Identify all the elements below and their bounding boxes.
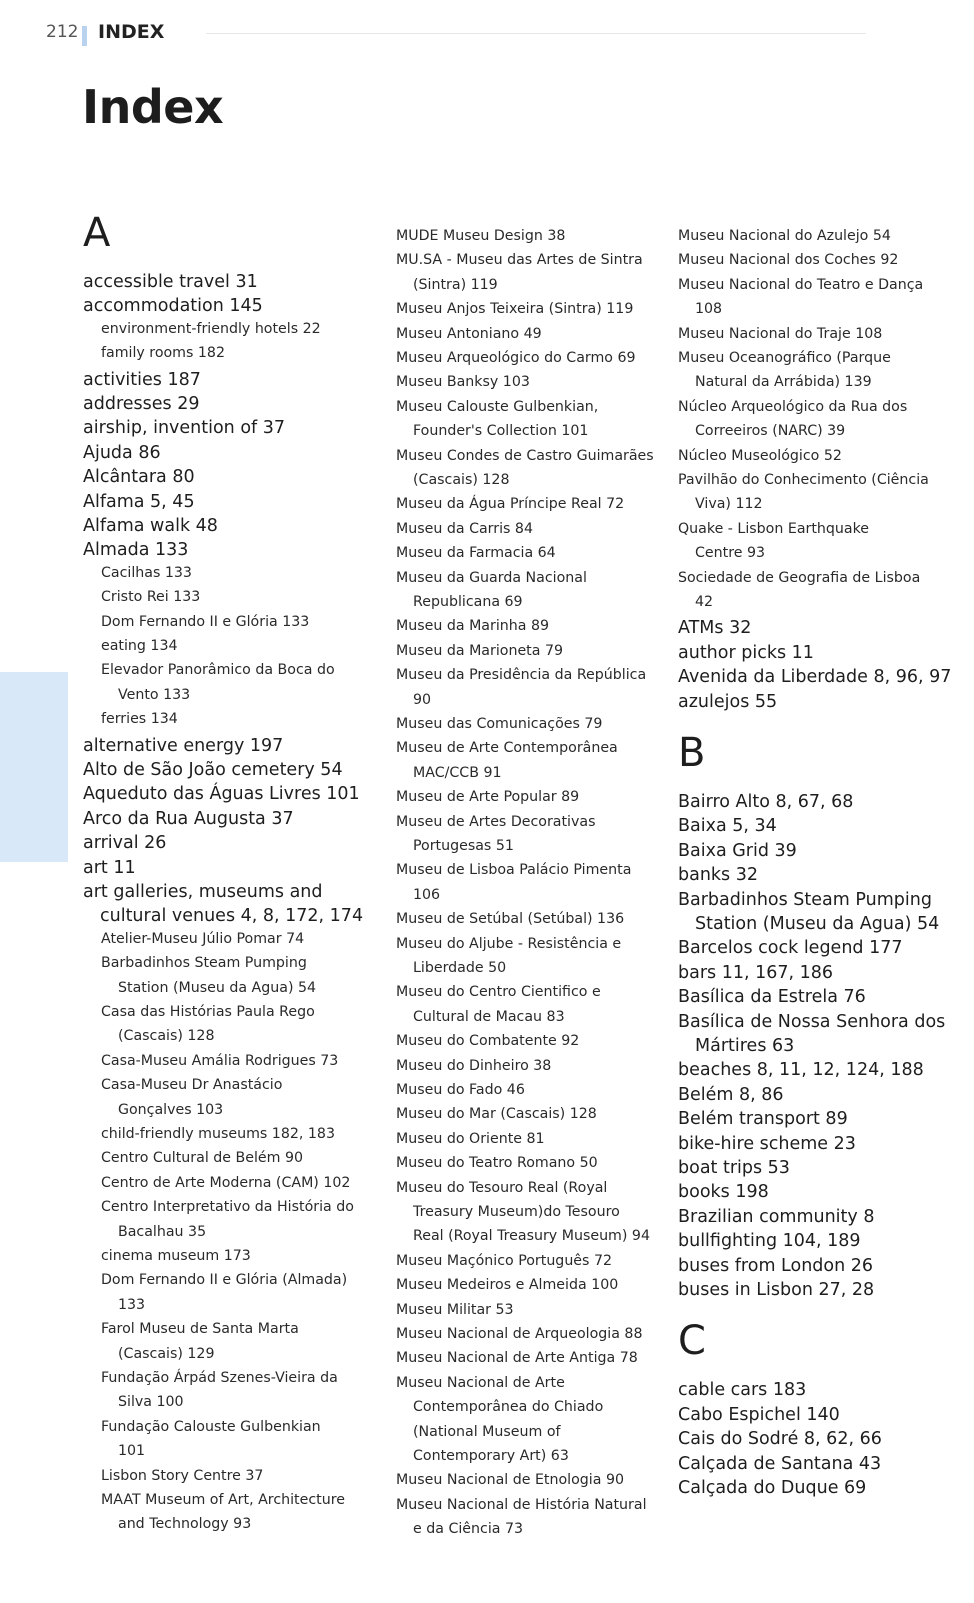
index-subentry: Museu Maçónico Português 72 — [396, 1252, 612, 1269]
index-entry: Brazilian community 8 — [678, 1206, 875, 1227]
index-subentry: Museu Banksy 103 — [396, 374, 530, 391]
index-subentry: Museu Nacional do Teatro e Dança — [678, 276, 924, 293]
index-subentry: Contemporânea do Chiado — [413, 1399, 604, 1416]
index-entry: ATMs 32 — [678, 618, 752, 639]
index-subentry: Sociedade de Geografia de Lisboa — [678, 569, 921, 586]
index-subentry: Museu da Farmacia 64 — [396, 545, 556, 562]
index-subentry: Museu de Arte Popular 89 — [396, 789, 580, 806]
index-subentry: Museu Nacional do Azulejo 54 — [678, 228, 891, 244]
index-subentry: e da Ciência 73 — [413, 1521, 524, 1538]
index-subentry: ferries 134 — [101, 711, 178, 728]
index-subentry: MAAT Museum of Art, Architecture — [101, 1492, 345, 1508]
index-subentry: Museu do Centro Cientifico e — [396, 984, 601, 1001]
index-subentry: Treasury Museum)do Tesouro — [413, 1204, 620, 1220]
index-subentry: (Cascais) 129 — [118, 1345, 215, 1362]
section-letter: B — [678, 730, 706, 776]
index-subentry: Casa-Museu Amália Rodrigues 73 — [101, 1052, 339, 1069]
index-subentry: Museu Militar 53 — [396, 1301, 514, 1318]
index-subentry: Centro de Arte Moderna (CAM) 102 — [101, 1174, 351, 1191]
index-subentry: Museu Nacional do Traje 108 — [678, 325, 883, 342]
index-subentry: Museu do Mar (Cascais) 128 — [396, 1106, 597, 1123]
index-subentry: Museu de Arte Contemporânea — [396, 740, 618, 757]
index-subentry: Fundação Árpád Szenes-Vieira da — [101, 1370, 338, 1386]
index-entry: Basílica da Estrela 76 — [678, 987, 866, 1008]
index-entry: azulejos 55 — [678, 691, 778, 712]
index-subentry: Museu do Oriente 81 — [396, 1130, 545, 1147]
index-subentry: Museu Nacional dos Coches 92 — [678, 252, 899, 269]
index-entry: arrival 26 — [83, 833, 167, 854]
index-subentry: MU.SA - Museu das Artes de Sintra — [396, 252, 643, 269]
index-subentry: 133 — [118, 1296, 146, 1313]
index-subentry: Museu do Combatente 92 — [396, 1033, 580, 1050]
index-subentry: Museu Arqueológico do Carmo 69 — [396, 350, 636, 366]
index-subentry: Museu do Dinheiro 38 — [396, 1057, 552, 1074]
index-entry: author picks 11 — [678, 642, 814, 663]
header-rule — [206, 33, 866, 34]
index-subentry: Liberdade 50 — [413, 960, 507, 976]
index-subentry: Museu Antoniano 49 — [396, 325, 542, 342]
index-subentry: MAC/CCB 91 — [413, 764, 502, 781]
index-entry: Aqueduto das Águas Livres 101 — [83, 784, 360, 805]
index-subentry: Station (Museu da Agua) 54 — [118, 979, 317, 996]
index-entry: Calçada de Santana 43 — [678, 1453, 882, 1474]
index-subentry: Museu da Guarda Nacional — [396, 569, 587, 586]
index-subentry: Natural da Arrábida) 139 — [695, 374, 872, 391]
index-entry: Baixa Grid 39 — [678, 840, 797, 861]
index-subentry: Contemporary Art) 63 — [413, 1448, 569, 1464]
index-entry: accommodation 145 — [83, 296, 263, 317]
index-entry: accessible travel 31 — [83, 272, 258, 292]
index-subentry: Gonçalves 103 — [118, 1101, 224, 1118]
index-subentry: Núcleo Museológico 52 — [678, 447, 842, 464]
index-subentry: Museu do Tesouro Real (Royal — [396, 1179, 608, 1196]
index-subentry: Real (Royal Treasury Museum) 94 — [413, 1228, 650, 1245]
index-entry: books 198 — [678, 1182, 769, 1203]
index-subentry: Cacilhas 133 — [101, 564, 192, 581]
index-entry: art 11 — [83, 857, 136, 878]
index-subentry: Lisbon Story Centre 37 — [101, 1467, 264, 1484]
index-subentry: Museu das Comunicações 79 — [396, 716, 603, 732]
index-subentry: Cristo Rei 133 — [101, 589, 201, 606]
index-subentry: eating 134 — [101, 638, 178, 654]
index-subentry: Barbadinhos Steam Pumping — [101, 955, 307, 972]
index-subentry: Museu do Fado 46 — [396, 1082, 525, 1098]
index-subentry: Viva) 112 — [695, 496, 763, 513]
index-entry: cable cars 183 — [678, 1380, 807, 1401]
index-entry: Belém transport 89 — [678, 1109, 848, 1130]
index-subentry: Núcleo Arqueológico da Rua dos — [678, 398, 908, 415]
index-subentry: Portugesas 51 — [413, 838, 514, 854]
index-subentry: Museu da Água Príncipe Real 72 — [396, 496, 625, 513]
index-subentry: Museu Medeiros e Almeida 100 — [396, 1277, 619, 1294]
index-entry: boat trips 53 — [678, 1158, 790, 1178]
index-entry: addresses 29 — [83, 394, 200, 414]
index-subentry: Silva 100 — [118, 1394, 184, 1411]
index-subentry: and Technology 93 — [118, 1516, 252, 1533]
index-subentry: Museu de Artes Decorativas — [396, 813, 596, 830]
index-subentry: family rooms 182 — [101, 345, 225, 362]
index-subentry: Museu Condes de Castro Guimarães — [396, 447, 654, 464]
index-subentry: Pavilhão do Conhecimento (Ciência — [678, 472, 929, 488]
index-subentry: cinema museum 173 — [101, 1248, 251, 1264]
side-tab-tint — [0, 672, 68, 862]
index-subentry: Museu Nacional de Arte — [396, 1374, 565, 1391]
index-entry: Basílica de Nossa Senhora dos — [678, 1011, 946, 1032]
index-entry: Alto de São João cemetery 54 — [83, 760, 343, 780]
index-subentry: Centro Cultural de Belém 90 — [101, 1150, 304, 1167]
section-letter: C — [678, 1318, 706, 1365]
index-subentry: MUDE Museu Design 38 — [396, 228, 566, 244]
index-entry: Alcântara 80 — [83, 467, 195, 488]
index-entry: Arco da Rua Augusta 37 — [83, 808, 294, 829]
index-entry: bullfighting 104, 189 — [678, 1231, 861, 1252]
index-entry: beaches 8, 11, 12, 124, 188 — [678, 1060, 924, 1081]
index-subentry: Museu da Marioneta 79 — [396, 642, 563, 659]
index-subentry: 101 — [118, 1443, 146, 1460]
index-subentry: (National Museum of — [413, 1423, 561, 1440]
section-letter: A — [83, 210, 111, 256]
index-subentry: Museu da Carris 84 — [396, 520, 533, 537]
index-subentry: Casa das Histórias Paula Rego — [101, 1004, 315, 1020]
index-subentry: Centre 93 — [695, 545, 766, 562]
page-title: Index — [82, 80, 224, 134]
index-subentry: Museu Nacional de História Natural — [396, 1496, 647, 1513]
index-subentry: Museu Oceanográfico (Parque — [678, 350, 891, 366]
index-entry: Cabo Espichel 140 — [678, 1404, 840, 1425]
index-entry: Calçada do Duque 69 — [678, 1478, 867, 1498]
running-head — [46, 20, 866, 46]
index-subentry: 90 — [413, 691, 432, 708]
index-subentry: Museu do Teatro Romano 50 — [396, 1155, 598, 1172]
index-entry: bars 11, 167, 186 — [678, 962, 834, 983]
index-subentry: 108 — [695, 301, 723, 318]
page-number: 212 — [46, 22, 79, 42]
index-entry: Station (Museu da Agua) 54 — [695, 914, 940, 934]
index-entry: art galleries, museums and — [83, 882, 323, 902]
index-entry: buses from London 26 — [678, 1255, 874, 1276]
index-entry: Mártires 63 — [695, 1036, 795, 1056]
index-entry: Avenida da Liberdade 8, 96, 97 — [678, 667, 952, 688]
index-subentry: Museu da Presidência da República — [396, 667, 647, 684]
index-entry: Cais do Sodré 8, 62, 66 — [678, 1429, 882, 1450]
index-subentry: (Cascais) 128 — [118, 1028, 215, 1045]
index-entry: bike-hire scheme 23 — [678, 1133, 856, 1154]
index-entry: Alfama walk 48 — [83, 516, 218, 536]
index-subentry: Museu Calouste Gulbenkian, — [396, 398, 599, 415]
index-entry: Barcelos cock legend 177 — [678, 938, 903, 959]
index-entry: buses in Lisbon 27, 28 — [678, 1280, 875, 1300]
index-subentry: Casa-Museu Dr Anastácio — [101, 1077, 283, 1094]
index-entry: Bairro Alto 8, 67, 68 — [678, 792, 854, 812]
index-subentry: Museu da Marinha 89 — [396, 618, 550, 635]
index-subentry: (Cascais) 128 — [413, 472, 510, 488]
index-subentry: Atelier-Museu Júlio Pomar 74 — [101, 930, 305, 947]
index-subentry: Founder's Collection 101 — [413, 423, 589, 440]
index-entry: Barbadinhos Steam Pumping — [678, 889, 932, 910]
index-entry: Belém 8, 86 — [678, 1084, 784, 1105]
index-subentry: Museu do Aljube - Resistência e — [396, 935, 622, 952]
index-subentry: 106 — [413, 886, 441, 903]
index-subentry: Dom Fernando II e Glória 133 — [101, 613, 310, 630]
index-subentry: Museu Nacional de Arte Antiga 78 — [396, 1350, 638, 1367]
index-entry: alternative energy 197 — [83, 735, 284, 756]
index-entry: Almada 133 — [83, 540, 189, 561]
index-entry: activities 187 — [83, 369, 201, 390]
index-entry: Alfama 5, 45 — [83, 491, 195, 512]
index-subentry: Bacalhau 35 — [118, 1223, 207, 1240]
index-subentry: child-friendly museums 182, 183 — [101, 1126, 335, 1142]
index-subentry: Cultural de Macau 83 — [413, 1008, 565, 1025]
index-entry: Ajuda 86 — [83, 442, 161, 463]
index-entry: Baixa 5, 34 — [678, 816, 777, 837]
index-subentry: Quake - Lisbon Earthquake — [678, 520, 870, 537]
index-subentry: Centro Interpretativo da História do — [101, 1199, 354, 1216]
index-subentry: (Sintra) 119 — [413, 276, 498, 293]
section-label: INDEX — [98, 21, 165, 43]
index-subentry: Elevador Panorâmico da Boca do — [101, 662, 335, 679]
index-subentry: Museu Nacional de Arqueologia 88 — [396, 1326, 643, 1342]
index-entry: cultural venues 4, 8, 172, 174 — [100, 906, 364, 927]
index-subentry: Museu Nacional de Etnologia 90 — [396, 1472, 624, 1489]
index-entry: airship, invention of 37 — [83, 418, 286, 439]
index-subentry: Correeiros (NARC) 39 — [695, 423, 846, 440]
index-subentry: Museu Anjos Teixeira (Sintra) 119 — [396, 301, 634, 318]
index-subentry: Fundação Calouste Gulbenkian — [101, 1418, 321, 1435]
index-subentry: Dom Fernando II e Glória (Almada) — [101, 1272, 348, 1289]
index-subentry: Museu de Setúbal (Setúbal) 136 — [396, 911, 625, 928]
index-subentry: environment-friendly hotels 22 — [101, 320, 321, 337]
index-subentry: Museu de Lisboa Palácio Pimenta — [396, 862, 632, 879]
index-subentry: Republicana 69 — [413, 594, 523, 610]
index-subentry: Vento 133 — [118, 686, 191, 703]
index-subentry: Farol Museu de Santa Marta — [101, 1321, 299, 1338]
section-marker-bar — [82, 26, 87, 46]
index-subentry: 42 — [695, 594, 714, 610]
index-entry: banks 32 — [678, 865, 759, 886]
